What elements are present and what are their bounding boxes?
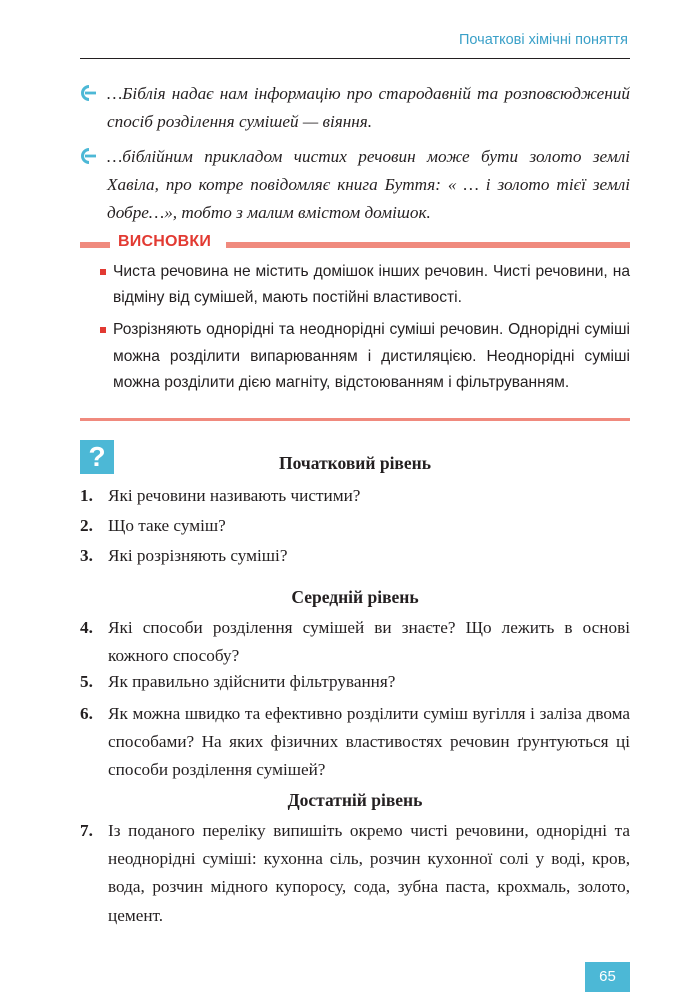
question-number: 2.: [80, 516, 93, 535]
list-item: [100, 317, 630, 396]
question-item: [80, 614, 630, 670]
question-text: Як можна швидко та ефективно розділити суміш вугілля і заліза двома способами? На яких фізичних властивостях речовин ґрунтуються ці способи розділення сумішей?: [108, 704, 630, 780]
conclusions-list: [100, 259, 630, 402]
question-text: Які речовини називають чистими?: [108, 486, 361, 505]
list-item: [100, 259, 630, 311]
question-text: Що таке суміш?: [108, 516, 226, 535]
question-number: 5.: [80, 672, 93, 691]
conclusion-text: Чиста речовина не містить домішок інших речовин. Чисті речовини, на відміну від сумішей, мають постійні властивості.: [113, 263, 630, 307]
question-item: [80, 482, 630, 510]
square-bullet-icon: [100, 269, 106, 275]
conclusion-text: Розрізняють однорідні та неоднорідні суміші речовин. Однорідні суміші можна розділити випарюванням і дистиляцією. Неоднорідні суміші можна розділити дією магніту, відстоюванням і фільтруванням.: [113, 321, 630, 391]
divider: [226, 242, 630, 248]
question-item: [80, 817, 630, 930]
fact-text: …біблійним прикладом чистих речовин може бути золото землі Хавіла, про котре повідомляє книга Буття: « … і золото тієї землі добре…», тобто з малим вмістом домішок.: [107, 147, 630, 222]
square-bullet-icon: [100, 327, 106, 333]
fact-item: [80, 80, 630, 136]
divider: [80, 418, 630, 421]
level-heading: Початковий рівень: [279, 453, 431, 473]
conclusions-title: ВИСНОВКИ: [118, 233, 212, 250]
conclusions-header: [80, 233, 630, 253]
fact-text: …Біблія надає нам інформацію про стародавній та розповсюджений спосіб розділення сумішей — віяння.: [107, 84, 630, 131]
level-heading: Достатній рівень: [287, 790, 423, 810]
running-title: Початкові хімічні поняття: [458, 32, 628, 48]
question-item: [80, 542, 630, 570]
question-text: Як правильно здійснити фільтрування?: [108, 672, 396, 691]
fact-item: [80, 143, 630, 227]
page-number: 65: [585, 962, 630, 992]
arrow-bullet-icon: [80, 147, 98, 165]
divider: [80, 242, 110, 248]
question-text: Які розрізняють суміші?: [108, 546, 288, 565]
question-text: Із поданого переліку випишіть окремо чисті речовини, однорідні та неоднорідні суміші: кухонна сіль, розчин кухонної солі у воді, кров, вода, розчин мідного купоросу, сода, зубна паста, крохмаль, золото, цемент.: [108, 821, 630, 925]
page-header: [80, 28, 630, 59]
level-heading: Середній рівень: [291, 587, 419, 607]
arrow-bullet-icon: [80, 84, 98, 102]
question-item: [80, 512, 630, 540]
question-number: 1.: [80, 486, 93, 505]
question-number: 3.: [80, 546, 93, 565]
question-text: Які способи розділення сумішей ви знаєте? Що лежить в основі кожного способу?: [108, 618, 630, 666]
question-number: 6.: [80, 704, 93, 723]
question-item: [80, 700, 630, 785]
question-number: 4.: [80, 618, 93, 637]
question-item: [80, 668, 630, 696]
question-number: 7.: [80, 821, 93, 840]
question-mark-icon: ?: [80, 440, 114, 474]
